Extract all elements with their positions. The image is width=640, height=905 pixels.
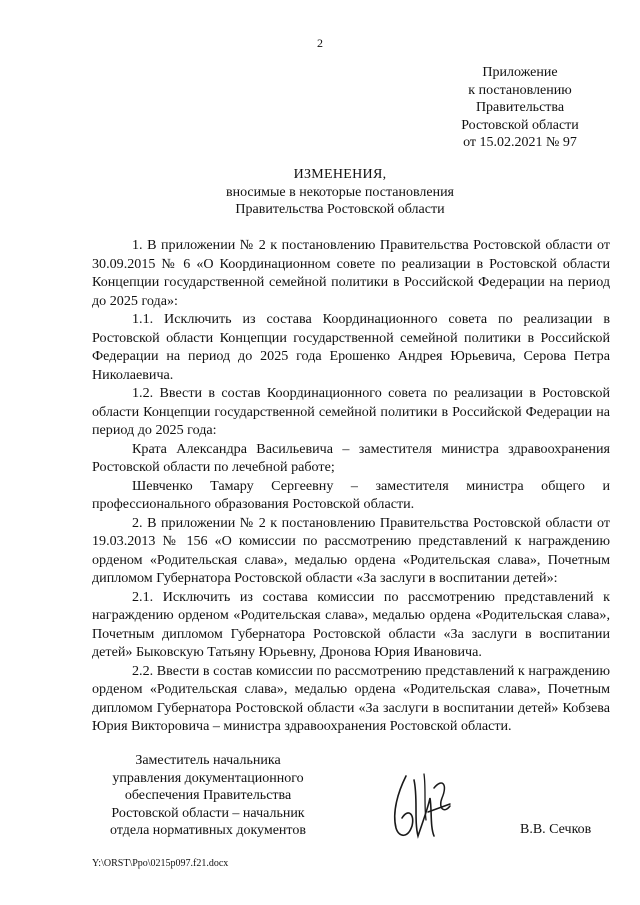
appendix-block xyxy=(440,64,600,152)
signatory-line: Ростовской области – начальник xyxy=(111,805,305,821)
paragraph-2-2: 2.2. Ввести в состав комиссии по рассмотрению представлений к награждению орденом «Родительская слава», медалью ордена «Родительская слава», Почетным дипломом Губернатора Ростовской области «За заслуги в воспитании детей» Кобзева Юрия Викторовича – министра здравоохранения Ростовской области. xyxy=(92,662,610,734)
paragraph-1-2: 1.2. Ввести в состав Координационного совета по реализации в Ростовской области Концепции государственной семейной политики в Российской Федерации на период до 2025 года: xyxy=(92,385,610,438)
page-number: 2 xyxy=(317,36,323,50)
signatory-title xyxy=(88,752,328,840)
heading-subtitle-line: Правительства Ростовской области xyxy=(235,202,445,217)
signatory-line: управления документационного xyxy=(112,770,304,786)
paragraph-2: 2. В приложении № 2 к постановлению Правительства Ростовской области от 19.03.2013 № 156 «О комиссии по рассмотрению представлений к награждению орденом «Родительская слава», медалью ордена «Родительская слава», Почетным дипломом Губернатора Ростовской области «За заслуги в воспитании детей»: xyxy=(92,514,610,586)
appendix-line: Ростовской области xyxy=(461,117,579,133)
file-path: Y:\ORST\Ppo\0215p097.f21.docx xyxy=(92,858,229,869)
handwritten-signature xyxy=(384,768,464,848)
paragraph-1: 1. В приложении № 2 к постановлению Правительства Ростовской области от 30.09.2015 № 6 «О Координационном совете по реализации в Ростовской области Концепции государственной семейной политики в Российской Федерации на период до 2025 года»: xyxy=(92,237,610,309)
heading-subtitle-line: вносимые в некоторые постановления xyxy=(225,184,454,200)
signatory-line: отдела нормативных документов xyxy=(110,823,306,838)
heading-title: ИЗМЕНЕНИЯ, xyxy=(293,167,387,182)
appendix-line: Правительства xyxy=(475,100,565,115)
appendix-line: от 15.02.2021 № 97 xyxy=(463,135,577,150)
signatory-line: обеспечения Правительства xyxy=(124,788,292,803)
signatory-line: Заместитель начальника xyxy=(135,753,281,768)
document-heading xyxy=(80,166,600,219)
paragraph-member-shevchenko: Шевченко Тамару Сергеевну – заместителя министра общего и профессионального образования Ростовской области. xyxy=(92,477,610,512)
document-body xyxy=(92,236,610,736)
paragraph-1-1: 1.1. Исключить из состава Координационного совета по реализации в Ростовской области Концепции государственной семейной политики в Российской Федерации на период до 2025 года Ерошенко Андрея Юрьевича, Серова Петра Николаевича. xyxy=(92,311,610,383)
paragraph-member-krat: Крата Александра Васильевича – заместителя министра здравоохранения Ростовской области по лечебной работе; xyxy=(92,440,610,475)
paragraph-2-1: 2.1. Исключить из состава комиссии по рассмотрению представлений к награждению орденом «Родительская слава», медалью ордена «Родительская слава», Почетным дипломом Губернатора Ростовской области «За заслуги в воспитании детей» Быковскую Татьяну Юрьевну, Дронова Юрия Ивановича. xyxy=(92,588,610,660)
appendix-line: Приложение xyxy=(482,65,558,80)
appendix-line: к постановлению xyxy=(468,82,572,98)
signatory-name: В.В. Сечков xyxy=(520,822,592,837)
